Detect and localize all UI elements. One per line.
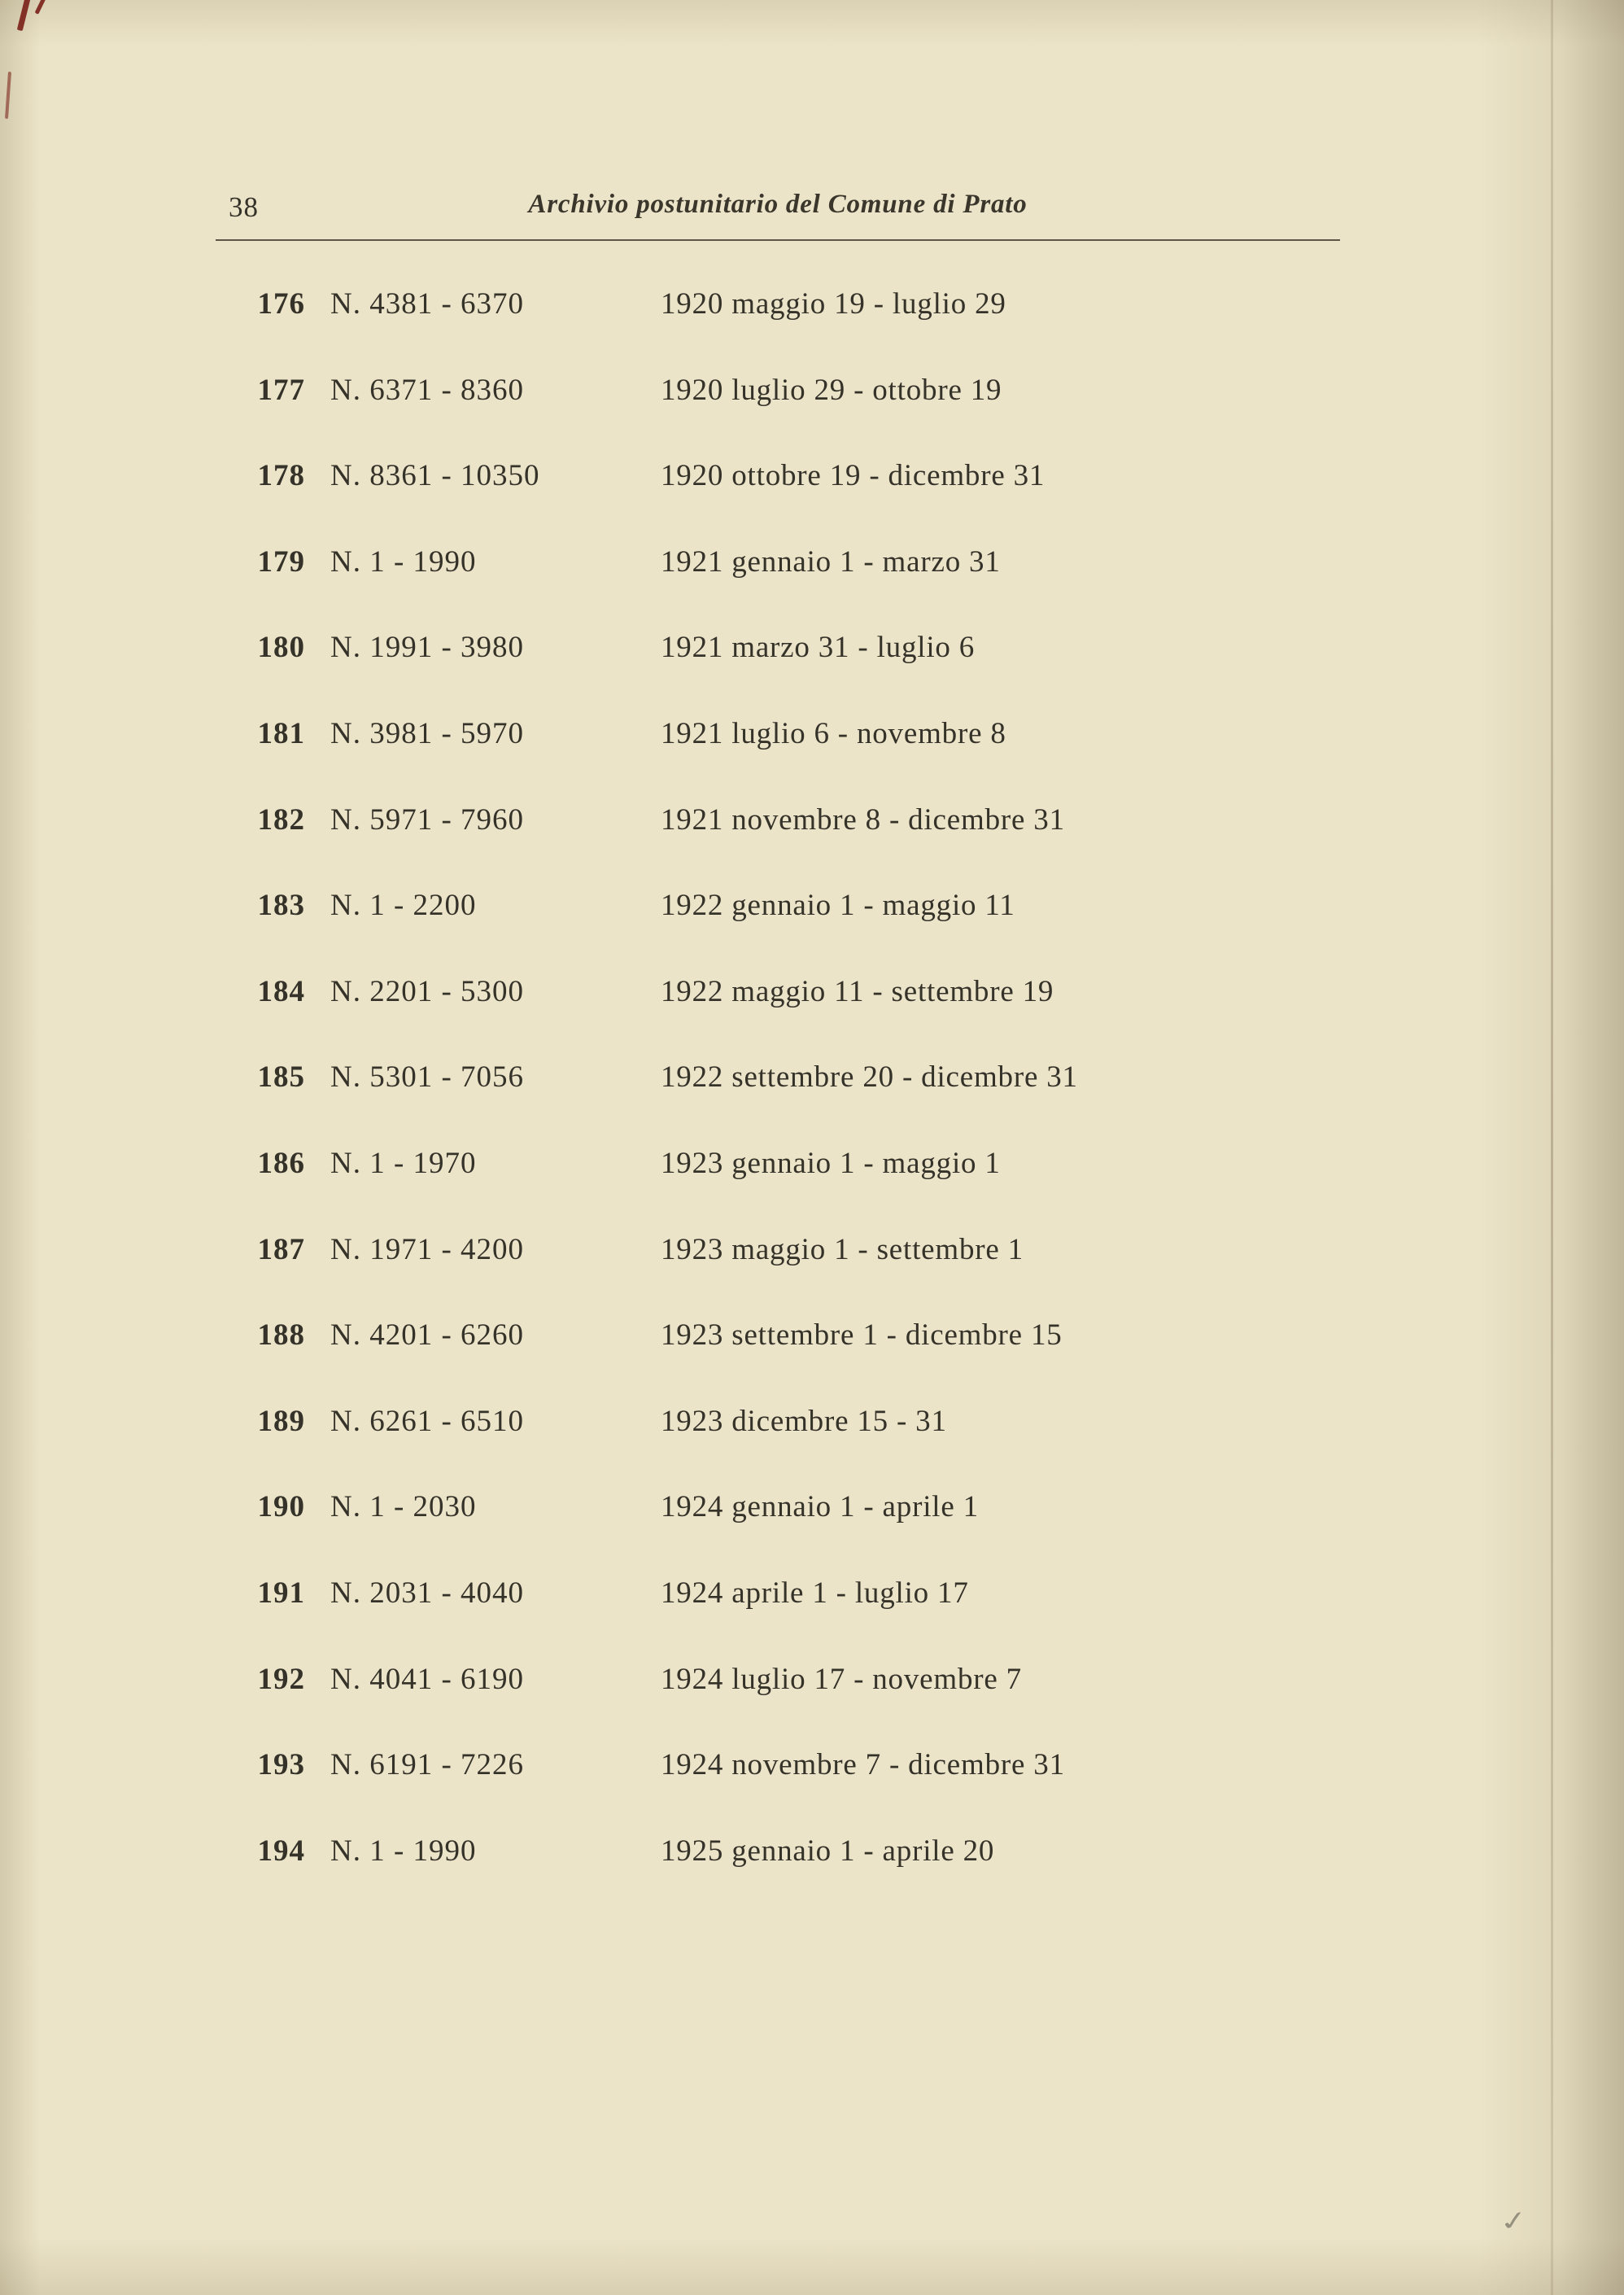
entry-number: 193 <box>257 1748 305 1782</box>
entry-dates: 1923 settembre 1 - dicembre 15 <box>661 1318 1063 1353</box>
entry-dates: 1920 luglio 29 - ottobre 19 <box>661 373 1002 407</box>
entry-range: N. 5301 - 7056 <box>330 1060 525 1095</box>
entry-dates: 1924 luglio 17 - novembre 7 <box>661 1662 1022 1696</box>
entry-number: 186 <box>257 1146 305 1180</box>
entry-range: N. 1 - 1990 <box>330 544 477 579</box>
entry-number: 189 <box>257 1404 305 1438</box>
entry-row <box>236 1834 1543 1920</box>
entry-row <box>236 1662 1543 1748</box>
entry-number: 183 <box>257 889 305 923</box>
entry-dates: 1923 dicembre 15 - 31 <box>661 1404 947 1438</box>
entry-row <box>236 544 1543 631</box>
pencil-mark: ✓ <box>1496 2205 1531 2238</box>
entry-number: 181 <box>257 716 305 750</box>
entry-dates: 1924 aprile 1 - luglio 17 <box>661 1576 969 1610</box>
entry-row <box>236 1146 1543 1232</box>
page-crease-shadow <box>1551 0 1553 2295</box>
page-number: 38 <box>229 191 259 223</box>
entry-range: N. 4041 - 6190 <box>330 1662 525 1696</box>
entry-range: N. 2201 - 5300 <box>330 974 525 1008</box>
entry-row <box>236 286 1543 373</box>
entry-row <box>236 1318 1543 1404</box>
entry-dates: 1924 gennaio 1 - aprile 1 <box>661 1490 979 1524</box>
entry-number: 178 <box>257 459 305 493</box>
entry-range: N. 4201 - 6260 <box>330 1318 525 1353</box>
entry-number: 176 <box>257 287 305 321</box>
entry-row <box>236 802 1543 889</box>
entry-number: 184 <box>257 974 305 1008</box>
entry-dates: 1922 maggio 11 - settembre 19 <box>661 974 1054 1008</box>
scan-artifact-red <box>35 0 48 15</box>
entry-row <box>236 1404 1543 1490</box>
entry-dates: 1921 luglio 6 - novembre 8 <box>661 716 1006 750</box>
entry-number: 179 <box>257 544 305 579</box>
entry-number: 187 <box>257 1232 305 1266</box>
entry-number: 191 <box>257 1576 305 1610</box>
entry-number: 190 <box>257 1490 305 1524</box>
entry-row <box>236 1232 1543 1318</box>
entry-range: N. 1991 - 3980 <box>330 631 525 665</box>
entry-dates: 1924 novembre 7 - dicembre 31 <box>661 1748 1065 1782</box>
entry-row <box>236 1489 1543 1576</box>
entry-range: N. 6261 - 6510 <box>330 1404 525 1438</box>
entry-row <box>236 716 1543 802</box>
scan-artifact-red <box>5 72 11 119</box>
entry-row <box>236 888 1543 974</box>
entry-number: 185 <box>257 1060 305 1095</box>
entry-dates: 1920 ottobre 19 - dicembre 31 <box>661 459 1046 493</box>
entry-range: N. 6191 - 7226 <box>330 1748 525 1782</box>
entry-dates: 1923 maggio 1 - settembre 1 <box>661 1232 1024 1266</box>
entry-range: N. 1 - 2200 <box>330 889 477 923</box>
entry-dates: 1923 gennaio 1 - maggio 1 <box>661 1146 1001 1180</box>
page-header <box>216 190 1340 241</box>
entry-row <box>236 1060 1543 1146</box>
scan-artifact-red <box>17 0 31 31</box>
entry-dates: 1921 marzo 31 - luglio 6 <box>661 631 976 665</box>
entry-range: N. 3981 - 5970 <box>330 716 525 750</box>
entry-range: N. 4381 - 6370 <box>330 287 525 321</box>
entry-number: 180 <box>257 631 305 665</box>
entry-number: 177 <box>257 373 305 407</box>
entry-row <box>236 458 1543 544</box>
entry-row <box>236 373 1543 459</box>
entry-row <box>236 974 1543 1060</box>
entry-dates: 1920 maggio 19 - luglio 29 <box>661 287 1006 321</box>
entry-range: N. 5971 - 7960 <box>330 802 525 837</box>
entry-range: N. 1 - 1970 <box>330 1146 477 1180</box>
entry-number: 188 <box>257 1318 305 1353</box>
entry-number: 182 <box>257 802 305 837</box>
entry-range: N. 2031 - 4040 <box>330 1576 525 1610</box>
entry-range: N. 1 - 2030 <box>330 1490 477 1524</box>
entry-number: 194 <box>257 1834 305 1868</box>
entry-dates: 1922 settembre 20 - dicembre 31 <box>661 1060 1078 1095</box>
entry-range: N. 8361 - 10350 <box>330 459 540 493</box>
entry-range: N. 6371 - 8360 <box>330 373 525 407</box>
entry-range: N. 1971 - 4200 <box>330 1232 525 1266</box>
entry-number: 192 <box>257 1662 305 1696</box>
entry-dates: 1922 gennaio 1 - maggio 11 <box>661 889 1015 923</box>
entry-dates: 1921 gennaio 1 - marzo 31 <box>661 544 1001 579</box>
entry-row <box>236 1576 1543 1662</box>
entry-dates: 1921 novembre 8 - dicembre 31 <box>661 802 1065 837</box>
entry-dates: 1925 gennaio 1 - aprile 20 <box>661 1834 995 1868</box>
entry-row <box>236 630 1543 716</box>
running-title: Archivio postunitario del Comune di Prato <box>528 190 1028 219</box>
entry-row <box>236 1747 1543 1834</box>
entry-range: N. 1 - 1990 <box>330 1834 477 1868</box>
entries-list <box>236 286 1543 1919</box>
